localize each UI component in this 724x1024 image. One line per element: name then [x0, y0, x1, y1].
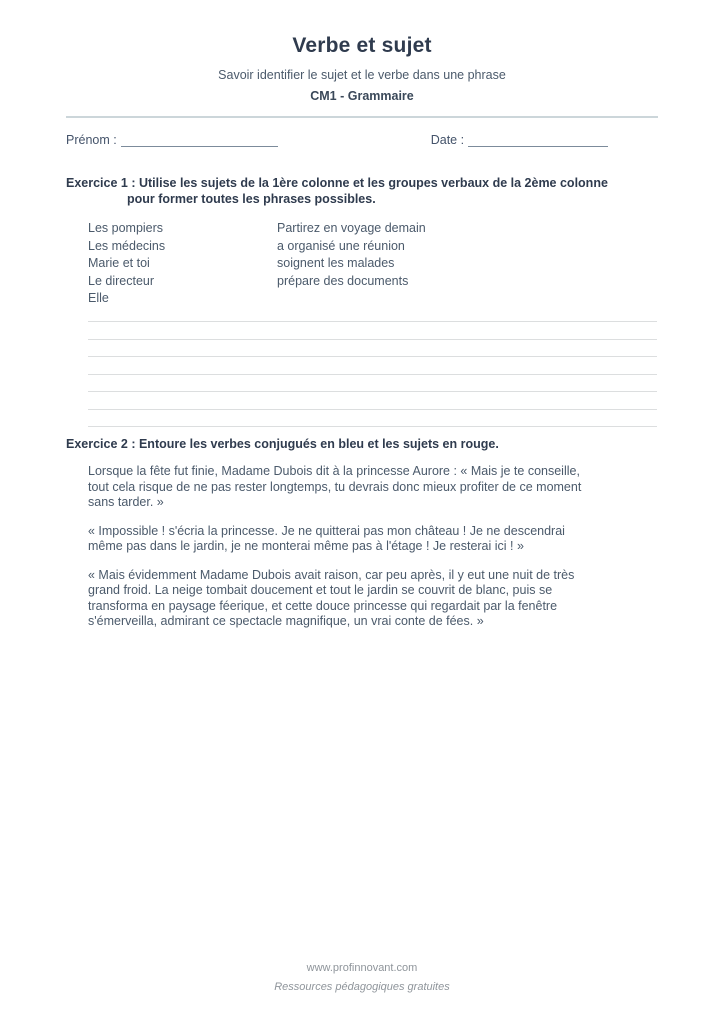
- date-label: Date :: [430, 133, 465, 147]
- subjects-column: [88, 220, 277, 308]
- exercise2-passages: [88, 464, 602, 630]
- exercise1-heading: [66, 175, 658, 207]
- answer-line: [88, 357, 657, 375]
- page-subtitle: Savoir identifier le sujet et le verbe dans une phrase: [218, 68, 506, 82]
- prenom-field: [66, 133, 278, 147]
- answer-line: [88, 375, 657, 393]
- passage-paragraph: « Mais évidemment Madame Dubois avait raison, car peu après, il y eut une nuit de très grand froid. La neige tombait doucement et tout le jardin se couvrit de blanc, puis se transforma en paysage féerique, et cette douce princesse qui regardait par la fenêtre s'émerveilla, admirant ce spectacle magnifique, un vrai conte de fées. »: [88, 567, 575, 628]
- answer-line: [88, 340, 657, 358]
- verb-group-item: prépare des documents: [277, 273, 409, 288]
- passage-paragraph: Lorsque la fête fut finie, Madame Dubois dit à la princesse Aurore : « Mais je te conseille, tout cela risque de ne pas rester longtemps, tu devrais donc mieux profiter de ce moment sans tarder. »: [88, 464, 582, 509]
- exercise2-heading: Exercice 2 : Entoure les verbes conjugués en bleu et les sujets en rouge.: [66, 437, 499, 451]
- passage-paragraph: « Impossible ! s'écria la princesse. Je ne quitterai pas mon château ! Je ne descendrai même pas dans le jardin, je ne monterai même pas à l'étage ! Je resterai ici ! »: [88, 523, 565, 553]
- exercise1-heading-line2: pour former toutes les phrases possibles.: [127, 192, 376, 206]
- prenom-label: Prénom :: [66, 133, 117, 147]
- header-divider: [66, 116, 658, 118]
- answer-lines-area: [88, 305, 657, 428]
- subject-item: Elle: [88, 291, 109, 305]
- subject-item: Marie et toi: [88, 256, 150, 270]
- date-field: [431, 133, 608, 147]
- subject-item: Les médecins: [88, 238, 166, 253]
- verb-group-item: soignent les malades: [277, 256, 395, 270]
- footer-tagline: Ressources pédagogiques gratuites: [274, 981, 450, 993]
- verb-group-item: a organisé une réunion: [277, 238, 405, 253]
- grade-subject-label: CM1 - Grammaire: [310, 89, 414, 103]
- identity-row: [66, 131, 658, 147]
- verb-group-item: Partirez en voyage demain: [277, 221, 426, 235]
- page-title: Verbe et sujet: [292, 34, 432, 57]
- answer-line: [88, 322, 657, 340]
- subject-item: Le directeur: [88, 273, 155, 288]
- prenom-blank-line: [121, 134, 278, 147]
- verb-groups-column: [277, 220, 426, 308]
- answer-line: [88, 392, 657, 410]
- answer-line: [88, 410, 657, 428]
- exercise1-heading-line1: Exercice 1 : Utilise les sujets de la 1ère colonne et les groupes verbaux de la 2ème colonne: [66, 176, 608, 190]
- page-footer: [0, 962, 724, 993]
- exercise1-word-columns: [88, 220, 658, 308]
- date-blank-line: [468, 134, 608, 147]
- footer-website: www.profinnovant.com: [306, 962, 418, 974]
- subject-item: Les pompiers: [88, 221, 164, 235]
